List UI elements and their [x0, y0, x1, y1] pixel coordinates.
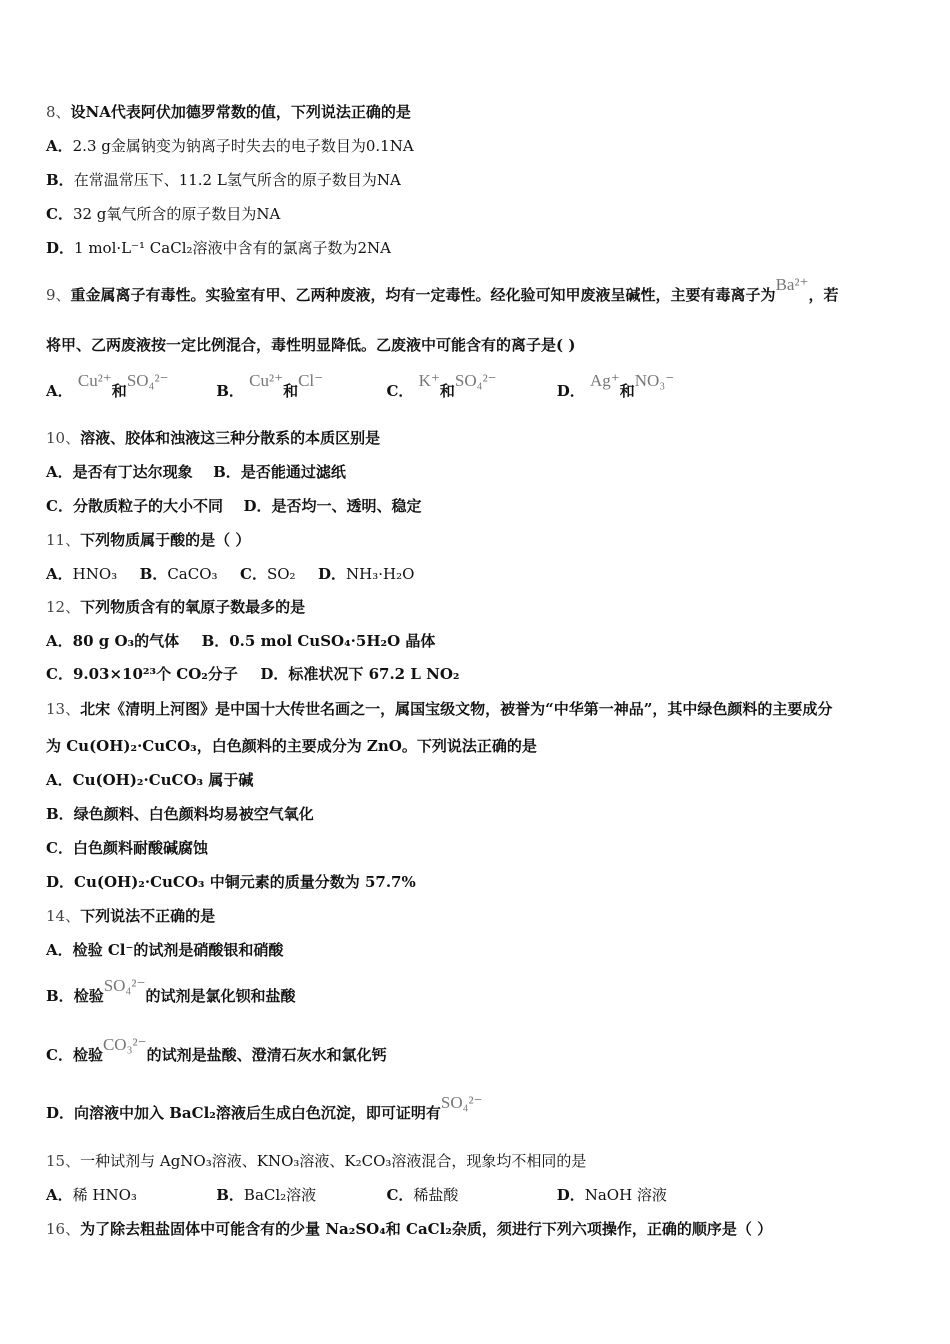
question-text: 下列物质属于酸的是（ ）	[80, 531, 251, 549]
option-text: NH₃·H₂O	[346, 565, 415, 583]
option-text: 在常温常压下、11.2 L氢气所含的原子数目为NA	[73, 171, 401, 189]
connector-text: 和	[439, 382, 455, 400]
q9-option-d	[556, 371, 722, 401]
option-text: 是否能通过滤纸	[240, 463, 346, 481]
option-text: 是否均一、透明、稳定	[271, 497, 422, 515]
option-label: D．	[46, 873, 75, 891]
option-label: B．	[201, 632, 230, 650]
option-label: D．	[260, 665, 289, 683]
question-13-stem-line1	[46, 699, 832, 719]
option-label: B．	[46, 805, 74, 823]
q14-option-d	[46, 1093, 483, 1123]
question-number: 12、	[46, 598, 81, 616]
question-text: 溶液、胶体和浊液这三种分散系的本质区别是	[80, 429, 381, 447]
option-text: Cu(OH)₂·CuCO₃ 属于碱	[72, 771, 254, 789]
option-text: CaCO₃	[167, 565, 218, 583]
option-text: SO₂	[266, 565, 296, 583]
q13-option-b	[46, 804, 314, 824]
question-10-stem	[46, 428, 380, 448]
question-text: 为了除去粗盐固体中可能含有的少量 Na₂SO₄和 CaCl₂杂质，须进行下列六项操作，正确的顺序是（ ）	[80, 1220, 773, 1238]
option-text: 稀盐酸	[413, 1186, 459, 1204]
option-text: 绿色颜料、白色颜料均易被空气氧化	[73, 805, 314, 823]
question-13-stem-line2	[46, 736, 537, 756]
question-text: 重金属离子有毒性。实验室有甲、乙两种废液，均有一定毒性。经化验可知甲废液呈碱性，主要有毒离子为	[70, 286, 776, 304]
question-number: 13、	[46, 700, 81, 718]
question-number: 11、	[46, 531, 81, 549]
option-label: A．	[46, 382, 73, 400]
q13-option-d	[46, 872, 416, 892]
q9-option-a	[46, 371, 211, 401]
question-text: 下列说法不正确的是	[80, 907, 216, 925]
question-9-stem-line1	[46, 275, 839, 305]
option-text: 9.03×10²³个 CO₂分子	[72, 665, 238, 683]
option-text: 2.3 g金属钠变为钠离子时失去的电子数目为0.1NA	[72, 137, 414, 155]
option-text: 1 mol·L⁻¹ CaCl₂溶液中含有的氯离子数为2NA	[74, 239, 392, 257]
question-14-stem	[46, 906, 215, 926]
option-text: BaCl₂溶液	[243, 1186, 317, 1204]
q12-options-ab	[46, 631, 435, 651]
ion-formula: SO₄²⁻	[126, 371, 169, 390]
question-number: 14、	[46, 907, 81, 925]
option-text: 的试剂是氯化钡和盐酸	[145, 987, 296, 1005]
question-16-stem	[46, 1219, 772, 1239]
question-text: 设NA代表阿伏加德罗常数的值，下列说法正确的是	[70, 103, 411, 121]
option-label: C．	[240, 565, 267, 583]
option-label: B．	[46, 987, 74, 1005]
option-text: 分散质粒子的大小不同	[72, 497, 223, 515]
option-text: Cu(OH)₂·CuCO₃ 中铜元素的质量分数为 57.7%	[74, 873, 416, 891]
option-label: D．	[556, 382, 585, 400]
q8-option-c	[46, 204, 280, 224]
ion-formula: Ag⁺	[589, 371, 620, 390]
ion-formula: K⁺	[418, 371, 440, 390]
q8-option-d	[46, 238, 391, 258]
q15-option-a	[46, 1185, 211, 1205]
option-text: 的试剂是盐酸、澄清石灰水和氯化钙	[146, 1046, 387, 1064]
option-label: A．	[46, 632, 73, 650]
option-label: C．	[386, 1186, 414, 1204]
option-label: A．	[46, 463, 73, 481]
question-12-stem	[46, 597, 305, 617]
option-text: 稀 HNO₃	[72, 1186, 137, 1204]
option-text: 检验	[73, 987, 104, 1005]
option-text: 白色颜料耐酸碱腐蚀	[72, 839, 208, 857]
option-label: B．	[139, 565, 168, 583]
option-text: 80 g O₃的气体	[72, 632, 180, 650]
question-11-stem	[46, 530, 250, 550]
option-label: D．	[46, 1104, 75, 1122]
option-text: 32 g氧气所含的原子数目为NA	[72, 205, 281, 223]
option-label: C．	[46, 1046, 73, 1064]
q8-option-a	[46, 136, 414, 156]
option-text: 标准状况下 67.2 L NO₂	[288, 665, 460, 683]
option-label: A．	[46, 941, 73, 959]
ion-formula: Cl⁻	[298, 371, 324, 390]
ion-formula: NO₃⁻	[634, 371, 675, 390]
option-text: 向溶液中加入 BaCl₂溶液后生成白色沉淀，即可证明有	[74, 1104, 441, 1122]
q14-option-b	[46, 976, 296, 1006]
question-number: 8、	[46, 103, 71, 121]
q11-options	[46, 564, 414, 584]
question-9-stem-line2	[46, 335, 575, 355]
question-text: 下列物质含有的氧原子数最多的是	[80, 598, 306, 616]
q13-option-c	[46, 838, 208, 858]
option-label: C．	[46, 665, 73, 683]
option-label: A．	[46, 565, 73, 583]
option-label: D．	[46, 239, 75, 257]
ion-formula: CO₃²⁻	[102, 1035, 147, 1054]
connector-text: 和	[619, 382, 635, 400]
question-number: 16、	[46, 1220, 81, 1238]
q10-options-cd	[46, 496, 421, 516]
ion-formula: Ba²⁺	[775, 275, 809, 294]
q13-option-a	[46, 770, 253, 790]
question-text: 一种试剂与 AgNO₃溶液、KNO₃溶液、K₂CO₃溶液混合，现象均不相同的是	[80, 1152, 587, 1170]
q9-options	[46, 371, 722, 401]
question-text: 北宋《清明上河图》是中国十大传世名画之一，属国宝级文物，被誉为“中华第一神品”，其中绿色颜料的主要成分	[80, 700, 833, 718]
option-text: NaOH 溶液	[584, 1186, 667, 1204]
q14-option-c	[46, 1035, 387, 1065]
question-15-stem	[46, 1151, 586, 1171]
question-number: 10、	[46, 429, 81, 447]
q8-option-b	[46, 170, 401, 190]
option-label: C．	[46, 839, 73, 857]
option-label: D．	[243, 497, 272, 515]
q15-option-d	[557, 1185, 722, 1205]
option-label: B．	[216, 1186, 244, 1204]
q15-options	[46, 1185, 722, 1205]
question-text: ，若	[808, 286, 839, 304]
ion-formula: Cu²⁺	[77, 371, 112, 390]
option-label: D．	[318, 565, 347, 583]
ion-formula: Cu²⁺	[249, 371, 284, 390]
question-text: 为 Cu(OH)₂·CuCO₃，白色颜料的主要成分为 ZnO。下列说法正确的是	[46, 737, 537, 755]
option-label: A．	[46, 137, 73, 155]
question-8-stem	[46, 102, 411, 122]
option-label: B．	[213, 463, 241, 481]
option-text: 0.5 mol CuSO₄·5H₂O 晶体	[229, 632, 436, 650]
option-label: B．	[216, 382, 244, 400]
option-label: D．	[556, 1186, 585, 1204]
q9-option-b	[216, 371, 381, 401]
q10-options-ab	[46, 462, 346, 482]
option-text: HNO₃	[72, 565, 118, 583]
option-text: 检验	[72, 1046, 103, 1064]
question-text: 将甲、乙两废液按一定比例混合，毒性明显降低。乙废液中可能含有的离子是( )	[46, 336, 576, 354]
ion-formula: SO₄²⁻	[103, 976, 146, 995]
option-label: C．	[386, 382, 414, 400]
q15-option-c	[386, 1185, 551, 1205]
option-label: C．	[46, 497, 73, 515]
ion-formula: SO₄²⁻	[454, 371, 497, 390]
question-number: 9、	[46, 286, 71, 304]
question-number: 15、	[46, 1152, 81, 1170]
q9-option-c	[386, 371, 551, 401]
option-label: B．	[46, 171, 74, 189]
connector-text: 和	[283, 382, 299, 400]
option-label: C．	[46, 205, 73, 223]
option-text: 检验 Cl⁻的试剂是硝酸银和硝酸	[72, 941, 284, 959]
option-label: A．	[46, 771, 73, 789]
q12-options-cd	[46, 664, 459, 684]
option-text: 是否有丁达尔现象	[72, 463, 193, 481]
connector-text: 和	[111, 382, 127, 400]
q15-option-b	[216, 1185, 381, 1205]
q14-option-a	[46, 940, 283, 960]
option-label: A．	[46, 1186, 73, 1204]
ion-formula: SO₄²⁻	[440, 1093, 483, 1112]
